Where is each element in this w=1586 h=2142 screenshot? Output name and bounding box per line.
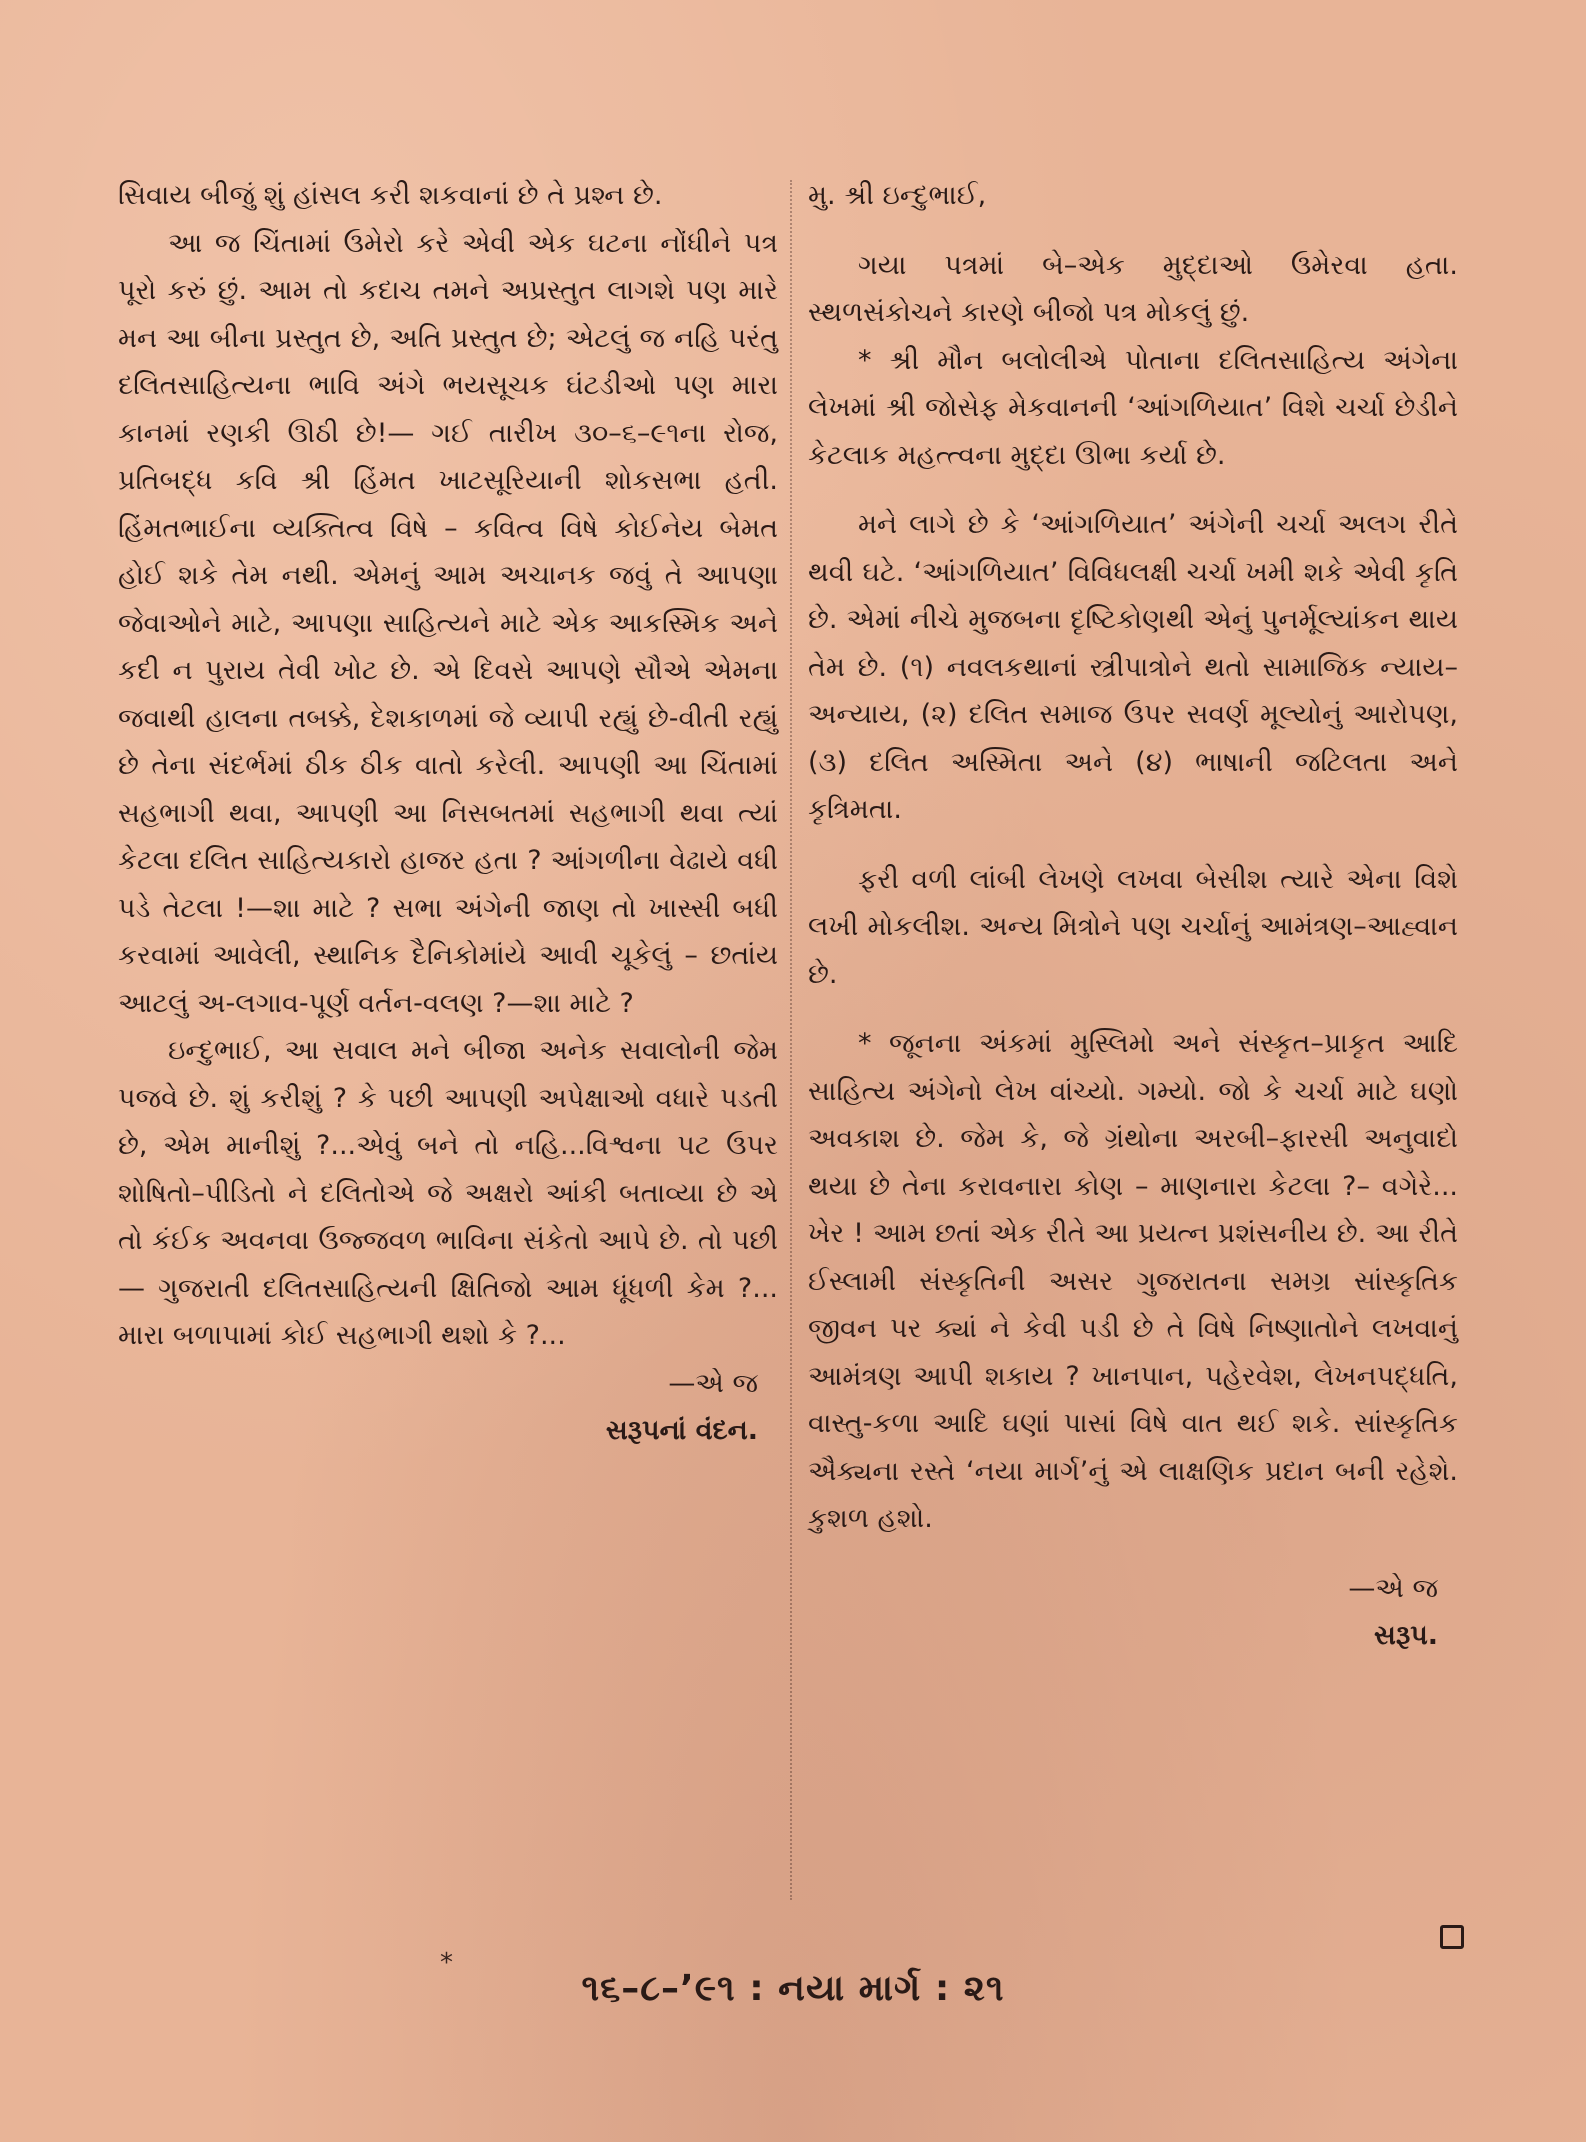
right-column (808, 172, 1458, 1660)
page-footer: ૧૬–૮–’૯૧ : નયા માર્ગ : ૨૧ (581, 1968, 1005, 2009)
left-paragraph-2: આ જ ચિંતામાં ઉમેરો કરે એવી એક ઘટના નોંધીને પત્ર પૂરો કરું છું. આમ તો કદાચ તમને અપ્રસ્તુત લાગશે પણ મારે મન આ બીના પ્રસ્તુત છે, અતિ પ્રસ્તુત છે; એટલું જ નહિ પરંતુ દલિતસાહિત્યના ભાવિ અંગે ભયસૂચક ઘંટડીઓ પણ મારા કાનમાં રણકી ઊઠી છે!— ગઈ તારીખ ૩૦–૬–૯૧ના રોજ, પ્રતિબદ્ધ કવિ શ્રી હિંમત ખાટસૂરિયાની શોકસભા હતી. હિંમતભાઈના વ્યક્તિત્વ વિષે – કવિત્વ વિષે કોઈનેય બેમત હોઈ શકે તેમ નથી. એમનું આમ અચાનક જવું તે આપણા જેવાઓને માટે, આપણા સાહિત્યને માટે એક આકસ્મિક અને કદી ન પુરાય તેવી ખોટ છે. એ દિવસે આપણે સૌએ એમના જવાથી હાલના તબક્કે, દેશકાળમાં જે વ્યાપી રહ્યું છે-વીતી રહ્યું છે તેના સંદર્ભમાં ઠીક ઠીક વાતો કરેલી. આપણી આ ચિંતામાં સહભાગી થવા, આપણી આ નિસબતમાં સહભાગી થવા ત્યાં કેટલા દલિત સાહિત્યકારો હાજર હતા ? આંગળીના વેઢાયે વધી પડે તેટલા !—શા માટે ? સભા અંગેની જાણ તો ખાસ્સી બધી કરવામાં આવેલી, સ્થાનિક દૈનિકોમાંયે આવી ચૂકેલું – છતાંય આટલું અ-લગાવ-પૂર્ણ વર્તન-વલણ ?—શા માટે ? (118, 227, 778, 1019)
left-signoff: —એ જ (668, 1367, 758, 1399)
salutation: મુ. શ્રી ઇન્દુભાઈ, (808, 180, 987, 211)
right-signature: સરૂપ. (1373, 1620, 1438, 1651)
left-signature: સરૂપનાં વંદન. (605, 1415, 758, 1446)
right-paragraph-3: મને લાગે છે કે ‘આંગળિયાત’ અંગેની ચર્ચા અલગ રીતે થવી ઘટે. ‘આંગળિયાત’ વિવિધલક્ષી ચર્ચા ખમી શકે એવી કૃતિ છે. એમાં નીચે મુજબના દૃષ્ટિકોણથી એનું પુનર્મૂલ્યાંકન થાય તેમ છે. (૧) નવલકથાનાં સ્ત્રીપાત્રોને થતો સામાજિક ન્યાય–અન્યાય, (૨) દલિત સમાજ ઉપર સવર્ણ મૂલ્યોનું આરોપણ, (૩) દલિત અસ્મિતા અને (૪) ભાષાની જટિલતા અને કૃત્રિમતા. (808, 509, 1458, 825)
left-paragraph-3: ઇન્દુભાઈ, આ સવાલ મને બીજા અનેક સવાલોની જેમ પજવે છે. શું કરીશું ? કે પછી આપણી અપેક્ષાઓ વધારે પડતી છે, એમ માનીશું ?...એવું બને તો નહિ...વિશ્વના પટ ઉપર શોષિતો–પીડિતો ને દલિતોએ જે અક્ષરો આંકી બતાવ્યા છે એ તો કંઈક અવનવા ઉજ્જવળ ભાવિના સંકેતો આપે છે. તો પછી— ગુજરાતી દલિતસાહિત્યની ક્ષિતિજો આમ ધૂંધળી કેમ ?... મારા બળાપામાં કોઈ સહભાગી થશો કે ?... (118, 1035, 778, 1351)
right-paragraph-2: * શ્રી મૌન બલોલીએ પોતાના દલિતસાહિત્ય અંગેના લેખમાં શ્રી જોસેફ મેકવાનની ‘આંગળિયાત’ વિશે ચર્ચા છેડીને કેટલાક મહત્ત્વના મુદ્દા ઊભા કર્યા છે. (808, 344, 1458, 471)
separator-star: * (440, 1948, 453, 1978)
right-paragraph-4: ફરી વળી લાંબી લેખણે લખવા બેસીશ ત્યારે એના વિશે લખી મોકલીશ. અન્ય મિત્રોને પણ ચર્ચાનું આમંત્રણ–આહ્વાન છે. (808, 863, 1458, 990)
left-paragraph-1: સિવાય બીજું શું હાંસલ કરી શકવાનાં છે તે પ્રશ્ન છે. (118, 180, 663, 211)
right-signoff: —એ જ (1348, 1572, 1438, 1604)
left-column (118, 172, 778, 1455)
column-divider (790, 180, 792, 1900)
right-paragraph-1: ગયા પત્રમાં બે–એક મુદ્દાઓ ઉમેરવા હતા. સ્થળસંકોચને કારણે બીજો પત્ર મોકલું છું. (808, 249, 1458, 328)
end-of-article-mark-icon (1440, 1925, 1464, 1949)
right-paragraph-5: * જૂનના અંકમાં મુસ્લિમો અને સંસ્કૃત–પ્રાકૃત આદિ સાહિત્ય અંગેનો લેખ વાંચ્યો. ગમ્યો. જો કે ચર્ચા માટે ઘણો અવકાશ છે. જેમ કે, જે ગ્રંથોના અરબી–ફારસી અનુવાદો થયા છે તેના કરાવનારા કોણ – માણનારા કેટલા ?– વગેરે... ખેર ! આમ છતાં એક રીતે આ પ્રયત્ન પ્રશંસનીય છે. આ રીતે ઈસ્લામી સંસ્કૃતિની અસર ગુજરાતના સમગ્ર સાંસ્કૃતિક જીવન પર ક્યાં ને કેવી પડી છે તે વિષે નિષ્ણાતોને લખવાનું આમંત્રણ આપી શકાય ? ખાનપાન, પહેરવેશ, લેખનપદ્ધતિ, વાસ્તુ-કળા આદિ ઘણાં પાસાં વિષે વાત થઈ શકે. સાંસ્કૃતિક ઐક્યના રસ્તે ‘નયા માર્ગ’નું એ લાક્ષણિક પ્રદાન બની રહેશે. કુશળ હશો. (808, 1028, 1458, 1534)
